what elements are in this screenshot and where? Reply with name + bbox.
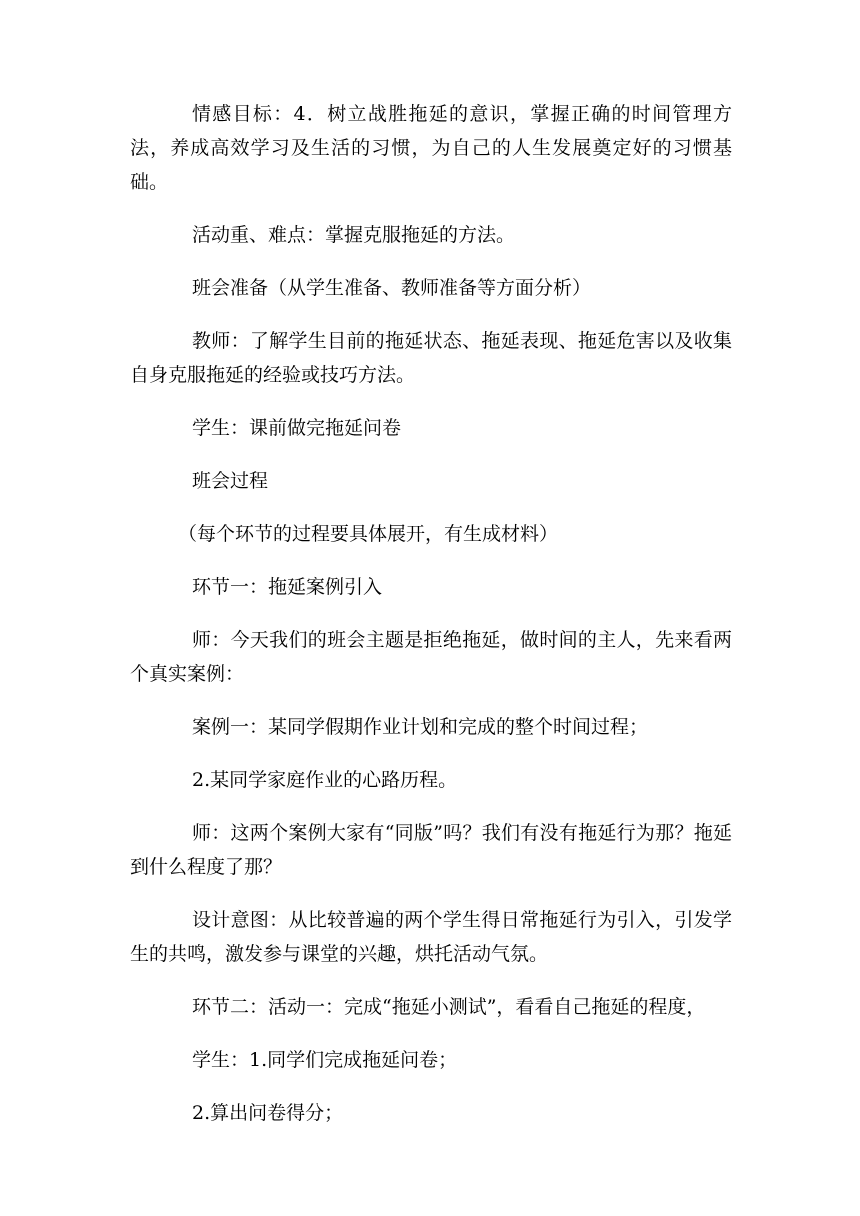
paragraph-student-prep: 学生：课前做完拖延问卷 <box>192 417 402 439</box>
document-body <box>130 97 732 1149</box>
paragraph-process-note: （每个环节的过程要具体展开，有生成材料） <box>178 523 559 545</box>
paragraph-section-two: 环节二：活动一：完成“拖延小测试”，看看自己拖延的程度， <box>192 996 706 1018</box>
paragraph-design-intent: 设计意图：从比较普遍的两个学生得日常拖延行为引入，引发学生的共鸣，激发参与课堂的兴趣，烘托活动气氛。 <box>130 909 732 965</box>
paragraph-student-step-two: 2.算出问卷得分； <box>192 1102 344 1124</box>
paragraph-student-step-one: 学生：1.同学们完成拖延问卷； <box>192 1049 458 1071</box>
paragraph-meeting-prep: 班会准备（从学生准备、教师准备等方面分析） <box>192 277 592 299</box>
paragraph-teacher-intro: 师：今天我们的班会主题是拒绝拖延，做时间的主人，先来看两个真实案例： <box>130 629 732 685</box>
paragraph-case-two: 2.某同学家庭作业的心路历程。 <box>192 769 458 791</box>
paragraph-section-one: 环节一：拖延案例引入 <box>192 576 383 598</box>
paragraph-emotional-goal: 情感目标：4．树立战胜拖延的意识，掌握正确的时间管理方法，养成高效学习及生活的习惯，为自己的人生发展奠定好的习惯基础。 <box>130 103 732 193</box>
paragraph-case-one: 案例一：某同学假期作业计划和完成的整个时间过程； <box>192 716 649 738</box>
paragraph-teacher-question: 师：这两个案例大家有“同版”吗？我们有没有拖延行为那？拖延到什么程度了那？ <box>130 822 732 878</box>
paragraph-key-difficulty: 活动重、难点：掌握克服拖延的方法。 <box>192 224 516 246</box>
paragraph-process-heading: 班会过程 <box>192 470 269 492</box>
paragraph-teacher-prep: 教师：了解学生目前的拖延状态、拖延表现、拖延危害以及收集自身克服拖延的经验或技巧方法。 <box>130 330 732 386</box>
